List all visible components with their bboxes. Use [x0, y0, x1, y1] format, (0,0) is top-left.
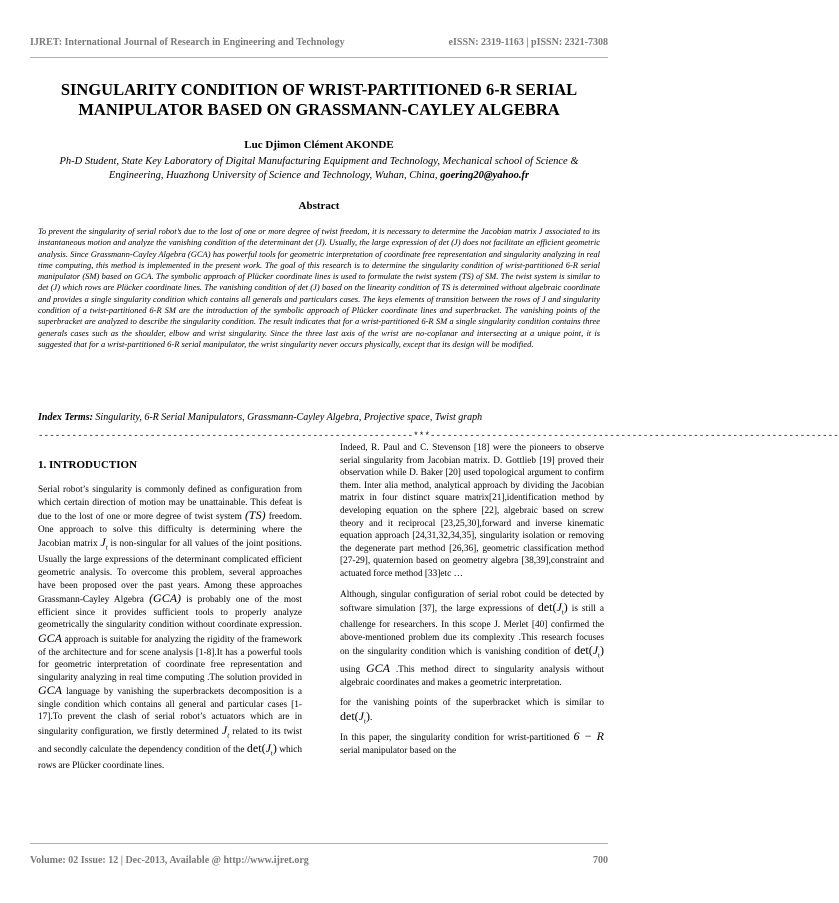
math-det-jt [537, 600, 568, 617]
intro-paragraph-4 [340, 697, 604, 728]
math-gca: GCA [38, 683, 62, 698]
math-j: J [358, 709, 364, 724]
index-terms [38, 412, 604, 423]
math-det-jt [340, 709, 373, 726]
author-name: Luc Djimon Clément AKONDE [244, 139, 394, 151]
math-sub-t: t [598, 651, 600, 660]
left-column [38, 484, 302, 781]
math-close: ) [365, 709, 370, 724]
section-heading-introduction: 1. INTRODUCTION [38, 459, 138, 471]
text-run: is non-singular for all values of the joint positions. Usually the large expressions of the determinant complicated efficient geometric analysis. To overcome this problem, several approaches have been proposed over the past years. Among these approaches Grassmann-Cayley Algebra [38, 539, 303, 606]
text-run: is still a challenge for researchers. In this scope J. Merlet [40] confirmed the above-mentioned problem due its complexity .This research focuses on the singularity condition which is vanishing condition of [340, 604, 604, 658]
author-affiliation [45, 155, 593, 183]
text-run: freedom. One approach to solve this difficulty is determining where the Jacobian matrix [38, 512, 303, 550]
text-run: . [369, 713, 373, 724]
math-det: det( [340, 709, 359, 724]
text-run: using [340, 665, 361, 676]
text-run: approach is suitable for analyzing the rigidity of the framework of the architecture and for scene analysis [1-8].It has a powerful tools for geometric interpretation of coordinate free representation and singularity analyzing in real time computing .The solution provided in [38, 634, 303, 683]
math-j: J [265, 741, 271, 756]
abstract-text: To prevent the singularity of serial robot’s due to the lost of one or more degree of twist freedom, it is necessary to determine the Jacobian matrix J associated to its instantaneous motion and analyze the vanishing condition of the determinant det (J). Usually, the large expression of det (J) does not facilitate an efficient geometric analysis. Since Grassmann-Cayley Algebra (GCA) has powerful tools for geometric interpretation of coordinate free representation and singularity analyzing in real time computing, this method is implemented in the present work. The goal of this research is to determine the singularity condition of wrist-partitioned 6-R serial manipulator (SM) based on GCA. The symbolic approach of Plücker coordinate lines is used to formulate the twist system (TS) of SM. The twist system is similar to det (J) which rows are Plücker coordinate lines. The vanishing condition of det (J) based on the linearity condition of TS is determined without algebraic coordinate and provides a single singularity condition which contains all generals and particulars cases. The keys elements of transition between the rows of J and singularity condition of a twist-partitioned 6-R SM are the introduction of the symbolic approach of Plücker coordinate lines and superbracket. The vanishing points of the superbracket are analyzed to describe the singularity condition. The result indicates that for a wrist-partitioned 6-R SM a single singularity condition contains three generals cases such as the shoulder, elbow and wrist singularity. Since the three last axis of the wrist are no-coplanar and intersecting at a unique point, it is suggested that for a wrist-partitioned 6-R serial manipulator, the wrist singularity never occurs physically, except that its design will be modified. [38, 226, 600, 349]
math-sub-t: t [270, 749, 273, 758]
math-sub-t: t [227, 731, 230, 740]
math-j: J [100, 535, 106, 550]
header-rule [30, 57, 608, 58]
text-run: .This method direct to singularity analysis without algebraic coordinates and makes a geometric interpretation. [340, 665, 604, 688]
math-j: J [221, 723, 228, 738]
running-footer [30, 855, 608, 866]
paper-title: SINGULARITY CONDITION OF WRIST-PARTITIONED 6-R SERIAL MANIPULATOR BASED ON GRASSMANN-CAYLEY ALGEBRA [60, 80, 578, 119]
text-run: which rows are Plücker coordinate lines. [38, 745, 303, 772]
math-gca-paren: (GCA) [149, 591, 182, 606]
text-run: is probably one of the most efficient since it provides sufficient tools to properly analyze geometrically the singularity condition without coordinate expression. [38, 595, 303, 631]
math-close: ) [600, 643, 604, 658]
footer-rule [30, 843, 608, 844]
index-terms-list: Singularity, 6-R Serial Manipulators, Grassmann-Cayley Algebra, Projective space, Twist graph [95, 412, 483, 423]
right-column [340, 442, 604, 765]
text-run: Although, singular configuration of serial robot could be detected by software simulation [37], the large expressions of [340, 589, 604, 615]
text-run: related to its twist and secondly calculate the dependency condition of the [38, 727, 303, 756]
affiliation-text: Ph-D Student, State Key Laboratory of Digital Manufacturing Equipment and Technology, Mechanical school of Science & Engineering, Huazhong University of Science and Technology, Wuhan, China, [59, 156, 579, 181]
math-sub-t: t [363, 717, 366, 726]
math-det: det( [246, 741, 266, 756]
math-jt [221, 723, 230, 740]
index-terms-label: Index Terms: [38, 412, 93, 423]
math-det: det( [537, 600, 557, 615]
issn: eISSN: 2319-1163 | pISSN: 2321-7308 [448, 37, 608, 48]
math-close: ) [272, 741, 277, 756]
math-j: J [592, 643, 599, 658]
intro-paragraph-5 [340, 730, 604, 757]
intro-paragraph-1 [38, 484, 302, 773]
math-gca: GCA [38, 630, 62, 645]
running-header [30, 37, 608, 48]
text-run: language by vanishing the superbrackets decomposition is a single condition which contains all general and particular cases [1-17].To prevent the clash of serial robot’s actuators which are in singularity configuration, we firstly determined [38, 687, 303, 738]
math-sub-t: t [105, 543, 108, 552]
intro-paragraph-2: Indeed, R. Paul and C. Stevenson [18] were the pioneers to observe serial singularity from Jacobian matrix. D. Gottlieb [19] proved their observation while D. Baker [20] used topological argument to confirm them. Inter alia method, analytical approach by dividing the Jacobian matrix in four distinct square matrix[21],identification method by developing equation on the sphere [22], algebraic based on screw theory and it reciprocal [23,25,30],forward and inverse kinematic equation approach [24,31,32,34,35], singularity isolation or removing the degenerate part method [26,36], geometric classification method [27-29], quaternion based on geometry algebra [38,39],constraint and actuated force method [33]etc … [340, 443, 604, 579]
intro-paragraph-3 [340, 589, 604, 690]
math-det-jt [246, 741, 277, 758]
math-close: ) [563, 600, 568, 615]
math-6r: 6 − R [573, 729, 605, 744]
text-run: Serial robot’s singularity is commonly defined as configuration from which certain direction of motion may be unattainable. This defeat is due to the lost of one or more degree of twist system [38, 485, 302, 523]
text-run: for the vanishing points of the superbracket which is similar to [340, 698, 604, 709]
footer-volume: Volume: 02 Issue: 12 | Dec-2013, Available @ http://www.ijret.org [30, 855, 309, 866]
text-run: serial manipulator based on the [340, 745, 457, 756]
page-number: 700 [593, 855, 608, 866]
text-run: In this paper, the singularity condition for wrist-partitioned [340, 733, 570, 744]
abstract-heading: Abstract [298, 200, 340, 212]
math-det-jt [574, 643, 604, 660]
math-gca: GCA [365, 661, 390, 676]
math-j: J [556, 600, 562, 615]
math-det: det( [574, 643, 593, 658]
math-ts: (TS) [244, 508, 266, 523]
math-sub-t: t [561, 608, 564, 617]
section-separator: -------------------------------------------------------------------***------------------------------------------------------------------------- [38, 431, 839, 441]
author-email: goering20@yahoo.fr [440, 170, 530, 181]
journal-name: IJRET: International Journal of Research in Engineering and Technology [30, 37, 345, 48]
math-jt [100, 535, 108, 552]
